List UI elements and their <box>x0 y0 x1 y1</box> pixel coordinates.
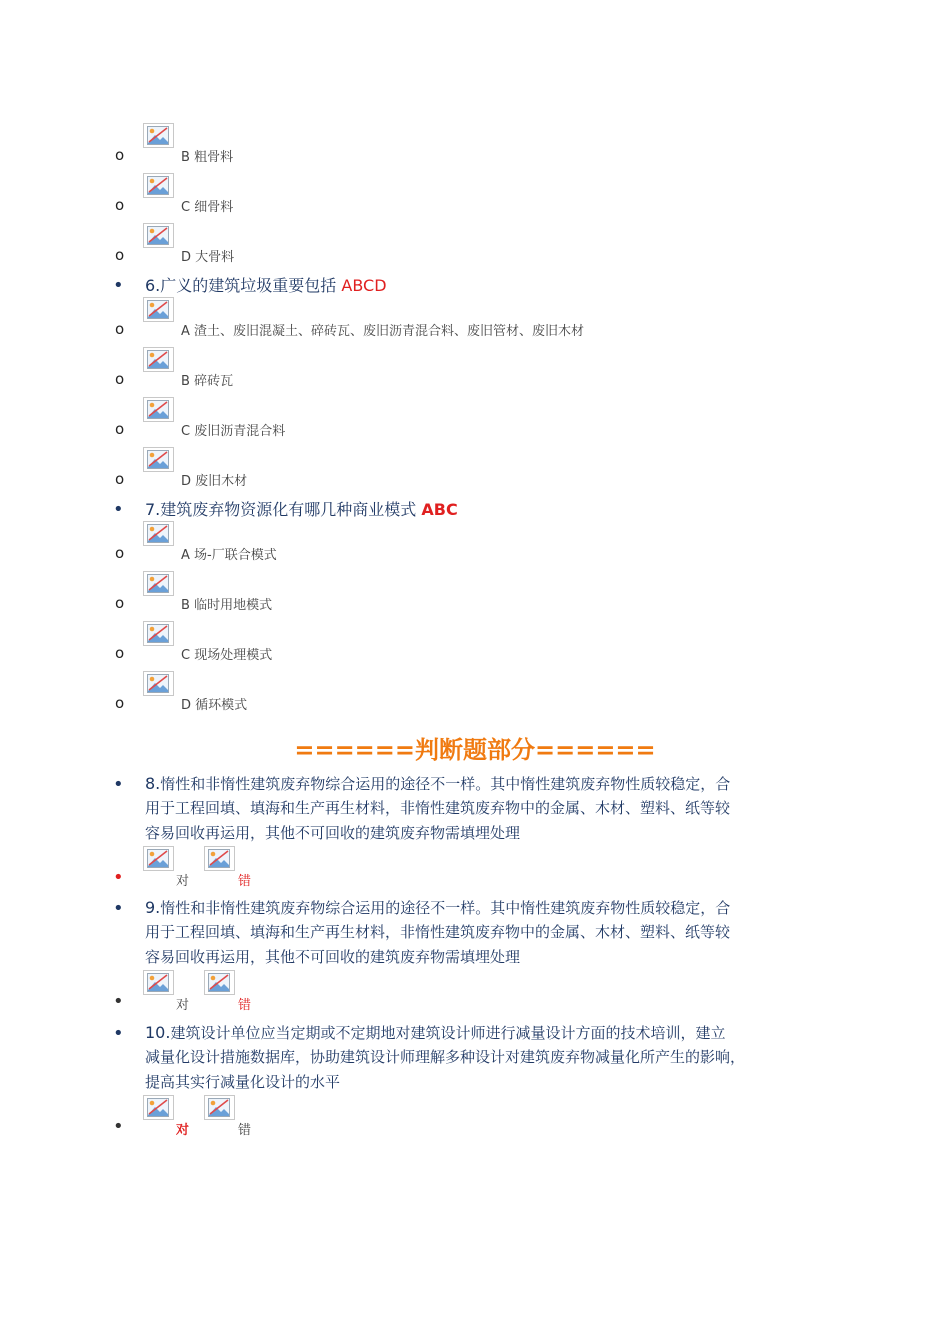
list-marker: o <box>115 320 125 338</box>
radio-image-icon[interactable] <box>143 521 174 546</box>
question-bullet: • <box>113 275 124 296</box>
question-line: 9.惰性和非惰性建筑废弃物综合运用的途径不一样。其中惰性建筑废弃物性质较稳定，合 <box>145 898 731 917</box>
true-label[interactable]: 对 <box>176 998 190 1013</box>
option-letter-text: C 细骨料 <box>181 200 234 215</box>
question-line: 用于工程回填、填海和生产再生材料，非惰性建筑废弃物中的金属、木材、塑料、纸等较 <box>145 923 731 941</box>
list-marker: o <box>115 470 125 488</box>
radio-image-icon[interactable] <box>143 621 174 646</box>
option-letter-text: B 碎砖瓦 <box>181 374 234 389</box>
list-marker: o <box>115 370 125 388</box>
list-bullet: • <box>113 991 124 1012</box>
option-letter-text: A 场-厂联合模式 <box>181 548 277 563</box>
question-line: 8.惰性和非惰性建筑废弃物综合运用的途径不一样。其中惰性建筑废弃物性质较稳定，合 <box>145 774 731 793</box>
section-title: ======判断题部分====== <box>294 736 656 764</box>
radio-image-icon[interactable] <box>143 970 174 995</box>
list-marker: o <box>115 594 125 612</box>
radio-image-icon[interactable] <box>143 447 174 472</box>
radio-image-icon[interactable] <box>143 297 174 322</box>
radio-image-icon[interactable] <box>143 1095 174 1120</box>
radio-image-icon[interactable] <box>143 397 174 422</box>
radio-image-icon[interactable] <box>143 173 174 198</box>
list-marker: o <box>115 196 125 214</box>
radio-image-icon[interactable] <box>204 970 235 995</box>
false-label[interactable]: 错 <box>238 998 252 1013</box>
list-marker: o <box>115 644 125 662</box>
question-bullet: • <box>113 499 124 520</box>
option-letter-text: C 废旧沥青混合料 <box>181 424 286 439</box>
question-line: 减量化设计措施数据库，协助建筑设计师理解多种设计对建筑废弃物减量化所产生的影响， <box>145 1048 746 1066</box>
false-label[interactable]: 错 <box>238 1123 252 1138</box>
question-line: 提高其实行减量化设计的水平 <box>145 1073 341 1091</box>
radio-image-icon[interactable] <box>143 671 174 696</box>
answer-key: ABCD <box>341 276 387 295</box>
list-marker: o <box>115 246 125 264</box>
option-letter-text: C 现场处理模式 <box>181 648 273 663</box>
true-label[interactable]: 对 <box>176 874 190 889</box>
list-bullet: • <box>113 1116 124 1137</box>
radio-image-icon[interactable] <box>143 846 174 871</box>
question-bullet: • <box>113 774 124 795</box>
option-letter-text: A 渣土、废旧混凝土、碎砖瓦、废旧沥青混合料、废旧管材、废旧木材 <box>181 324 585 339</box>
list-marker: o <box>115 146 125 164</box>
question-bullet: • <box>113 1023 124 1044</box>
true-label[interactable]: 对 <box>176 1123 190 1138</box>
radio-image-icon[interactable] <box>204 846 235 871</box>
question-bullet: • <box>113 898 124 919</box>
list-marker: o <box>115 694 125 712</box>
list-marker: o <box>115 420 125 438</box>
question-line: 容易回收再运用，其他不可回收的建筑废弃物需填埋处理 <box>145 948 521 966</box>
question-text: 7.建筑废弃物资源化有哪几种商业模式 ABC <box>145 500 458 519</box>
radio-image-icon[interactable] <box>143 571 174 596</box>
answer-key: ABC <box>421 500 458 519</box>
radio-image-icon[interactable] <box>143 223 174 248</box>
question-line: 容易回收再运用，其他不可回收的建筑废弃物需填埋处理 <box>145 824 521 842</box>
question-line: 10.建筑设计单位应当定期或不定期地对建筑设计师进行减量设计方面的技术培训，建立 <box>145 1023 726 1042</box>
list-marker: o <box>115 544 125 562</box>
question-line: 用于工程回填、填海和生产再生材料，非惰性建筑废弃物中的金属、木材、塑料、纸等较 <box>145 799 731 817</box>
option-letter-text: D 循环模式 <box>181 698 248 713</box>
option-letter-text: D 大骨料 <box>181 250 235 265</box>
selected-bullet: • <box>113 867 124 888</box>
radio-image-icon[interactable] <box>143 347 174 372</box>
radio-image-icon[interactable] <box>204 1095 235 1120</box>
radio-image-icon[interactable] <box>143 123 174 148</box>
question-text: 6.广义的建筑垃圾重要包括 ABCD <box>145 276 387 295</box>
option-letter-text: B 临时用地模式 <box>181 598 273 613</box>
false-label[interactable]: 错 <box>238 874 252 889</box>
option-letter-text: D 废旧木材 <box>181 474 248 489</box>
option-letter-text: B 粗骨料 <box>181 150 234 165</box>
